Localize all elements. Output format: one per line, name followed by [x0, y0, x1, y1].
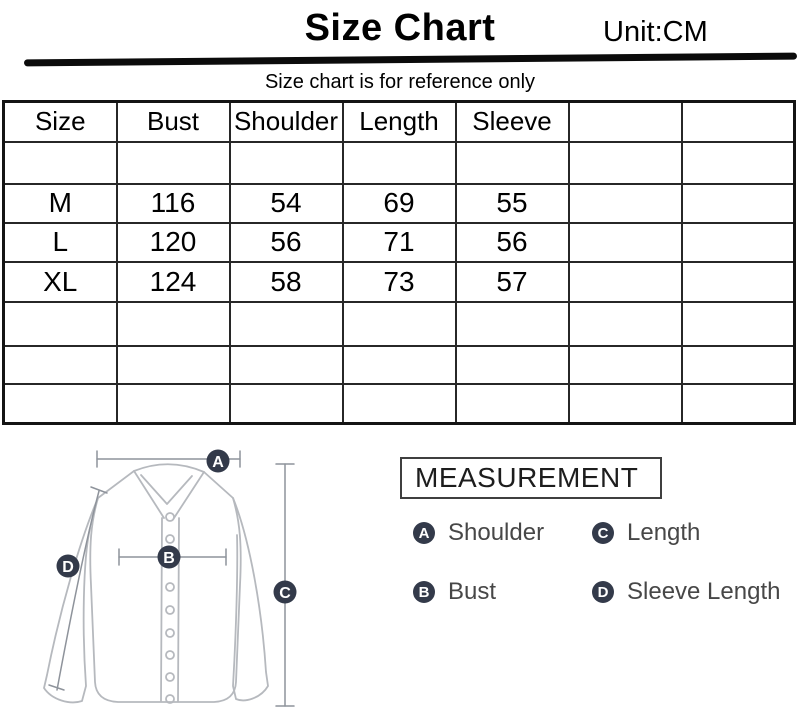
- table-cell: [682, 384, 795, 424]
- shirt-measurement-diagram: [30, 440, 320, 725]
- reference-note: Size chart is for reference only: [264, 71, 536, 93]
- table-row: [4, 142, 795, 184]
- table-cell: 120: [117, 223, 230, 262]
- table-header-cell: Length: [343, 102, 456, 142]
- table-cell: [456, 384, 569, 424]
- table-cell: 73: [343, 262, 456, 302]
- table-cell: L: [4, 223, 117, 262]
- table-row: [4, 262, 795, 302]
- legend-item-length: [592, 519, 701, 546]
- table-cell: [117, 302, 230, 346]
- table-cell: M: [4, 184, 117, 223]
- shirt-button: [166, 651, 174, 659]
- marker-b-letter: B: [163, 550, 175, 567]
- table-header-cell: Shoulder: [230, 102, 343, 142]
- marker-c-letter: C: [279, 585, 291, 602]
- table-cell: 69: [343, 184, 456, 223]
- table-cell: [4, 142, 117, 184]
- measurement-legend-title-box: [400, 457, 662, 499]
- legend-label-bust: Bust: [448, 578, 497, 605]
- table-cell: [343, 302, 456, 346]
- legend-label-length: Length: [627, 519, 701, 546]
- marker-a-letter: A: [212, 454, 224, 471]
- table-header-cell: Sleeve: [456, 102, 569, 142]
- size-table-body: [4, 102, 795, 424]
- table-cell: [230, 384, 343, 424]
- shirt-neckline: [141, 475, 192, 504]
- table-cell: [230, 346, 343, 384]
- table-cell: 57: [456, 262, 569, 302]
- measurement-legend-title: MEASUREMENT: [415, 462, 639, 493]
- table-cell: [4, 302, 117, 346]
- unit-label: Unit:CM: [603, 16, 708, 48]
- table-cell: [4, 346, 117, 384]
- table-cell: 58: [230, 262, 343, 302]
- table-cell: 54: [230, 184, 343, 223]
- legend-badge-c: C: [592, 522, 614, 544]
- table-cell: [682, 142, 795, 184]
- table-header-cell: [682, 102, 795, 142]
- table-cell: 71: [343, 223, 456, 262]
- legend-item-sleeve-length: [592, 578, 781, 605]
- shirt-button: [166, 535, 174, 543]
- legend-badge-a: A: [413, 522, 435, 544]
- legend-badge-b: B: [413, 581, 435, 603]
- table-row: [4, 302, 795, 346]
- legend-item-bust: [413, 578, 497, 605]
- table-cell: [117, 346, 230, 384]
- table-cell: 56: [230, 223, 343, 262]
- table-header-cell: Size: [4, 102, 117, 142]
- shirt-button: [166, 513, 174, 521]
- table-row: [4, 184, 795, 223]
- shirt-button: [166, 606, 174, 614]
- table-cell: [117, 142, 230, 184]
- table-cell: [343, 384, 456, 424]
- table-cell: [569, 223, 682, 262]
- table-cell: [230, 302, 343, 346]
- marker-d-badge: [57, 555, 80, 578]
- table-header-row: [4, 102, 795, 142]
- table-row: [4, 346, 795, 384]
- shirt-placket-left: [161, 518, 162, 701]
- legend-label-sleeve-length: Sleeve Length: [627, 578, 781, 605]
- table-cell: 124: [117, 262, 230, 302]
- table-row: [4, 223, 795, 262]
- table-cell: [569, 184, 682, 223]
- shirt-button: [166, 629, 174, 637]
- legend-label-shoulder: Shoulder: [448, 519, 545, 546]
- marker-c-badge: [274, 581, 297, 604]
- shirt-placket-right: [178, 518, 179, 701]
- shirt-button: [166, 583, 174, 591]
- table-cell: [343, 346, 456, 384]
- table-cell: 116: [117, 184, 230, 223]
- table-cell: [117, 384, 230, 424]
- page-title: Size Chart: [304, 7, 496, 49]
- table-cell: [682, 223, 795, 262]
- shirt-collar-top: [134, 464, 204, 472]
- table-cell: 56: [456, 223, 569, 262]
- marker-b-badge: [158, 546, 181, 569]
- table-row: [4, 384, 795, 424]
- marker-d-letter: D: [62, 559, 74, 576]
- table-cell: [682, 346, 795, 384]
- size-table: [2, 100, 796, 425]
- table-cell: [682, 262, 795, 302]
- table-cell: [456, 302, 569, 346]
- shirt-button: [166, 673, 174, 681]
- marker-a-badge: [207, 450, 230, 473]
- legend-item-shoulder: [413, 519, 545, 546]
- table-cell: [682, 302, 795, 346]
- table-header-cell: Bust: [117, 102, 230, 142]
- table-cell: XL: [4, 262, 117, 302]
- shirt-right-sleeve: [233, 498, 268, 700]
- table-header-cell: [569, 102, 682, 142]
- table-cell: 55: [456, 184, 569, 223]
- table-cell: [569, 142, 682, 184]
- table-cell: [343, 142, 456, 184]
- table-cell: [230, 142, 343, 184]
- table-cell: [456, 142, 569, 184]
- legend-badge-d: D: [592, 581, 614, 603]
- table-cell: [4, 384, 117, 424]
- divider-bar: [24, 53, 797, 67]
- table-cell: [569, 384, 682, 424]
- table-cell: [569, 262, 682, 302]
- table-cell: [569, 302, 682, 346]
- table-cell: [456, 346, 569, 384]
- table-cell: [569, 346, 682, 384]
- table-cell: [682, 184, 795, 223]
